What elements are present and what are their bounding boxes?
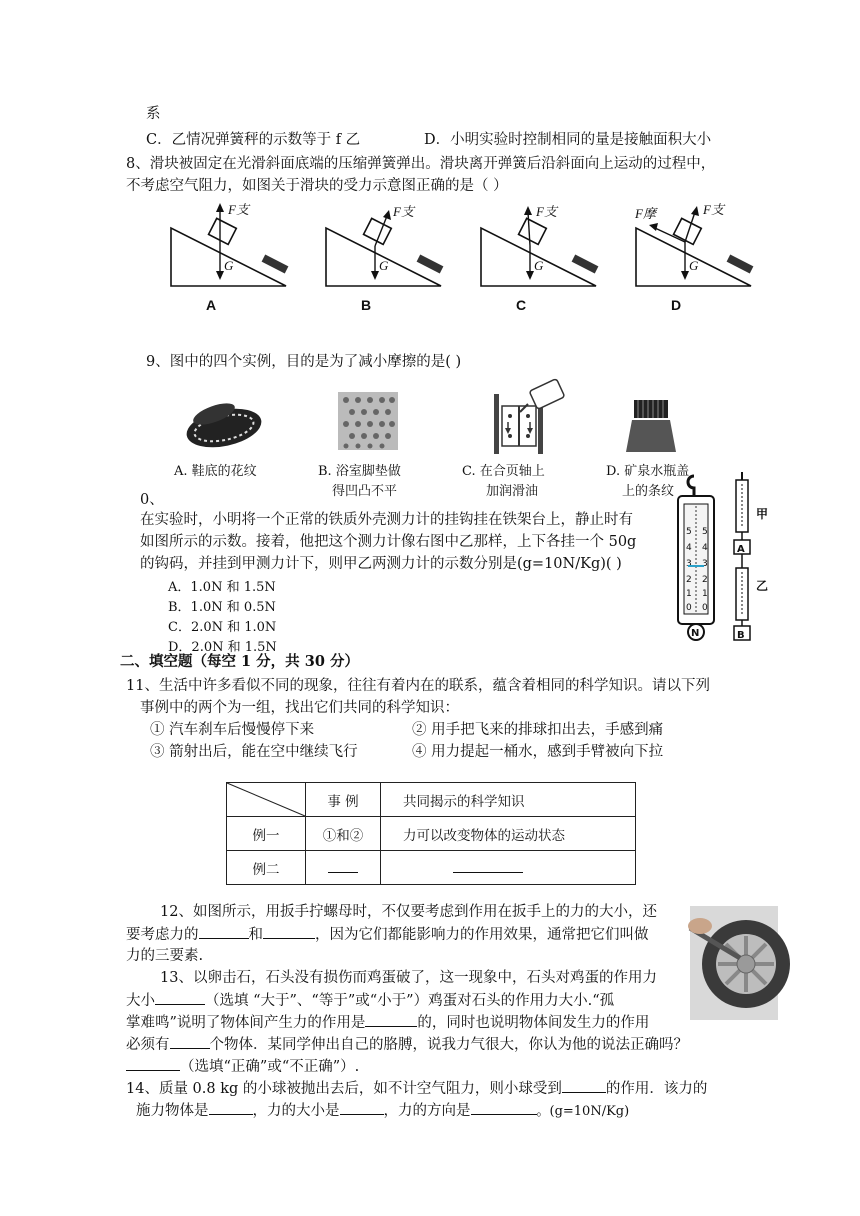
q10-line3: 的钩码，并挂到甲测力计下，则甲乙两测力计的示数分别是(g=10N/Kg)( ) xyxy=(140,556,622,572)
hinge-oil-image xyxy=(494,379,565,454)
q9-images xyxy=(176,386,686,458)
svg-text:0: 0 xyxy=(702,603,708,613)
svg-text:F支: F支 xyxy=(703,202,724,217)
label-b: B xyxy=(361,297,372,313)
q9-caption-b-l2: 得凹凸不平 xyxy=(332,484,398,499)
q10-option-d: D．2.0N 和 1.5N xyxy=(168,640,277,655)
svg-text:2: 2 xyxy=(702,575,708,585)
spring-scale-right xyxy=(734,472,768,641)
answer-blank[interactable] xyxy=(199,924,249,939)
q11-line2: 事例中的两个为一组，找出它们共同的科学知识： xyxy=(140,700,459,716)
svg-text:G: G xyxy=(379,258,389,273)
label-d: D xyxy=(671,297,682,313)
force-label-a: F支 xyxy=(228,202,249,217)
spring-scale-figure xyxy=(664,472,776,644)
q13-line2: 大小 （选填 “大于”、“等于”或“小于”）鸡蛋对石头的作用力大小.“孤 xyxy=(126,990,614,1011)
q10-option-a: A．1.0N 和 1.5N xyxy=(168,580,276,595)
svg-text:5: 5 xyxy=(702,527,708,537)
shoe-sole-image xyxy=(183,399,265,454)
q12-line2: 要考虑力的 和 ，因为它们都能影响力的作用效果，通常把它们叫做 xyxy=(126,924,649,945)
q7-option-d: D．小明实验时控制相同的量是接触面积大小 xyxy=(424,132,712,148)
q12-line1: 12、如图所示，用扳手拧螺母时，不仅要考虑到作用在扳手上的力的大小，还 xyxy=(160,904,657,920)
q10-line1: 在实验时，小明将一个正常的铁质外壳测力计的挂钩挂在铁架台上，静止时有 xyxy=(140,512,633,528)
q9-caption-c-l1: C. 在合页轴上 xyxy=(462,464,545,479)
q10-option-c: C．2.0N 和 1.0N xyxy=(168,620,277,635)
svg-text:F支: F支 xyxy=(536,204,557,219)
answer-blank[interactable] xyxy=(209,1100,253,1115)
q7-option-c: C．乙情况弹簧秤的示数等于 f 乙 xyxy=(146,132,361,148)
q13-line1: 13、以卵击石，石头没有损伤而鸡蛋破了，这一现象中，石头对鸡蛋的作用力 xyxy=(160,970,657,986)
answer-blank[interactable] xyxy=(126,1056,180,1071)
q8-stem-line1: 8、滑块被固定在光滑斜面底端的压缩弹簧弹出。滑块离开弹簧后沿斜面向上运动的过程中， xyxy=(126,156,716,172)
svg-text:G: G xyxy=(224,258,234,273)
svg-text:1: 1 xyxy=(702,589,708,599)
answer-blank[interactable] xyxy=(471,1100,537,1115)
q11-line1: 11、生活中许多看似不同的现象，往往有着内在的联系，蕴含着相同的科学知识。请以下列 xyxy=(126,678,710,694)
table-row xyxy=(227,817,636,851)
table-row xyxy=(227,783,636,817)
svg-text:F摩: F摩 xyxy=(635,206,656,221)
answer-blank[interactable] xyxy=(155,990,205,1005)
svg-text:乙: 乙 xyxy=(756,579,769,593)
svg-text:甲: 甲 xyxy=(756,507,769,521)
q10-line2: 如图所示的示数。接着，他把这个测力计像右图中乙那样，上下各挂一个 50g xyxy=(140,534,637,550)
svg-text:0: 0 xyxy=(686,603,692,613)
spring-scale-left xyxy=(678,476,714,640)
q9-caption-a: A. 鞋底的花纹 xyxy=(174,464,257,479)
answer-blank[interactable] xyxy=(365,1012,417,1027)
answer-blank[interactable] xyxy=(170,1034,210,1049)
q13-line5: （选填“正确”或“不正确”）. xyxy=(126,1056,359,1077)
answer-blank[interactable] xyxy=(263,924,315,939)
svg-text:N: N xyxy=(691,628,700,639)
q13-line3: 掌难鸣”说明了物体间产生力的作用是 的，同时也说明物体间发生力的作用 xyxy=(126,1012,649,1033)
label-c: C xyxy=(516,297,527,313)
answer-blank[interactable] xyxy=(562,1078,606,1093)
q9-caption-c-l2: 加润滑油 xyxy=(486,484,539,499)
answer-blank-example[interactable] xyxy=(306,851,381,885)
q9-caption-b-l1: B. 浴室脚垫做 xyxy=(318,464,401,479)
q9-stem: 9、图中的四个实例，目的是为了减小摩擦的是( ) xyxy=(146,354,462,370)
table-cell: 例一 xyxy=(227,817,306,851)
q7-tail: 系 xyxy=(146,106,161,122)
q11-item-1: ① 汽车刹车后慢慢停下来 xyxy=(150,722,315,738)
svg-text:4: 4 xyxy=(702,543,708,553)
wrench-tire-photo xyxy=(690,906,778,1020)
q11-item-3: ③ 箭射出后，能在空中继续飞行 xyxy=(150,744,358,760)
svg-text:A: A xyxy=(737,544,745,555)
svg-text:3: 3 xyxy=(702,559,708,569)
answer-blank-knowledge[interactable] xyxy=(381,851,636,885)
q8-incline-figures xyxy=(156,198,756,318)
svg-text:G: G xyxy=(534,258,544,273)
table-corner-cell xyxy=(227,783,306,817)
incline-figure-b xyxy=(326,204,443,286)
svg-text:4: 4 xyxy=(686,543,692,553)
svg-text:3: 3 xyxy=(686,559,692,569)
q10-option-b: B．1.0N 和 0.5N xyxy=(168,600,276,615)
q12-line3: 力的三要素. xyxy=(126,948,204,964)
q14-line2: 施力物体是 ，力的大小是 ，力的方向是 。(g=10N/Kg) xyxy=(136,1100,629,1122)
bottle-cap-image xyxy=(626,400,676,452)
answer-blank[interactable] xyxy=(340,1100,384,1115)
q13-line4: 必须有 个物体．某同学伸出自己的胳膊，说我力气很大，你认为他的说法正确吗？ xyxy=(126,1034,688,1055)
table-cell: ①和② xyxy=(306,817,381,851)
q9-caption-d-l1: D. 矿泉水瓶盖 xyxy=(606,464,690,479)
q11-item-4: ④ 用力提起一桶水，感到手臂被向下拉 xyxy=(412,744,664,760)
q8-stem-line2: 不考虑空气阻力，如图关于滑块的受力示意图正确的是（ ） xyxy=(126,178,508,194)
svg-text:5: 5 xyxy=(686,527,692,537)
incline-figure-a xyxy=(171,202,288,286)
table-cell: 力可以改变物体的运动状态 xyxy=(381,817,636,851)
svg-text:2: 2 xyxy=(686,575,692,585)
incline-figure-d xyxy=(634,202,753,286)
q10-number: 0、 xyxy=(140,492,164,508)
table-cell: 例二 xyxy=(227,851,306,885)
table-header-knowledge: 共同揭示的科学知识 xyxy=(381,783,636,817)
section2-title: 二、填空题（每空 1 分，共 30 分） xyxy=(120,653,359,670)
bath-mat-image xyxy=(338,392,398,450)
label-a: A xyxy=(206,297,217,313)
q14-line1: 14、质量 0.8 kg 的小球被抛出去后，如不计空气阻力，则小球受到 的作用．该力的 xyxy=(126,1078,707,1099)
svg-text:B: B xyxy=(737,630,745,641)
q9-caption-d-l2: 上的条纹 xyxy=(622,484,675,499)
table-row xyxy=(227,851,636,885)
incline-figure-c xyxy=(481,204,598,286)
q11-item-2: ② 用手把飞来的排球扣出去，手感到痛 xyxy=(412,722,664,738)
svg-text:F支: F支 xyxy=(393,204,414,219)
svg-text:1: 1 xyxy=(686,589,692,599)
svg-text:G: G xyxy=(689,258,699,273)
q11-answer-table xyxy=(226,782,636,885)
table-header-example: 事 例 xyxy=(306,783,381,817)
